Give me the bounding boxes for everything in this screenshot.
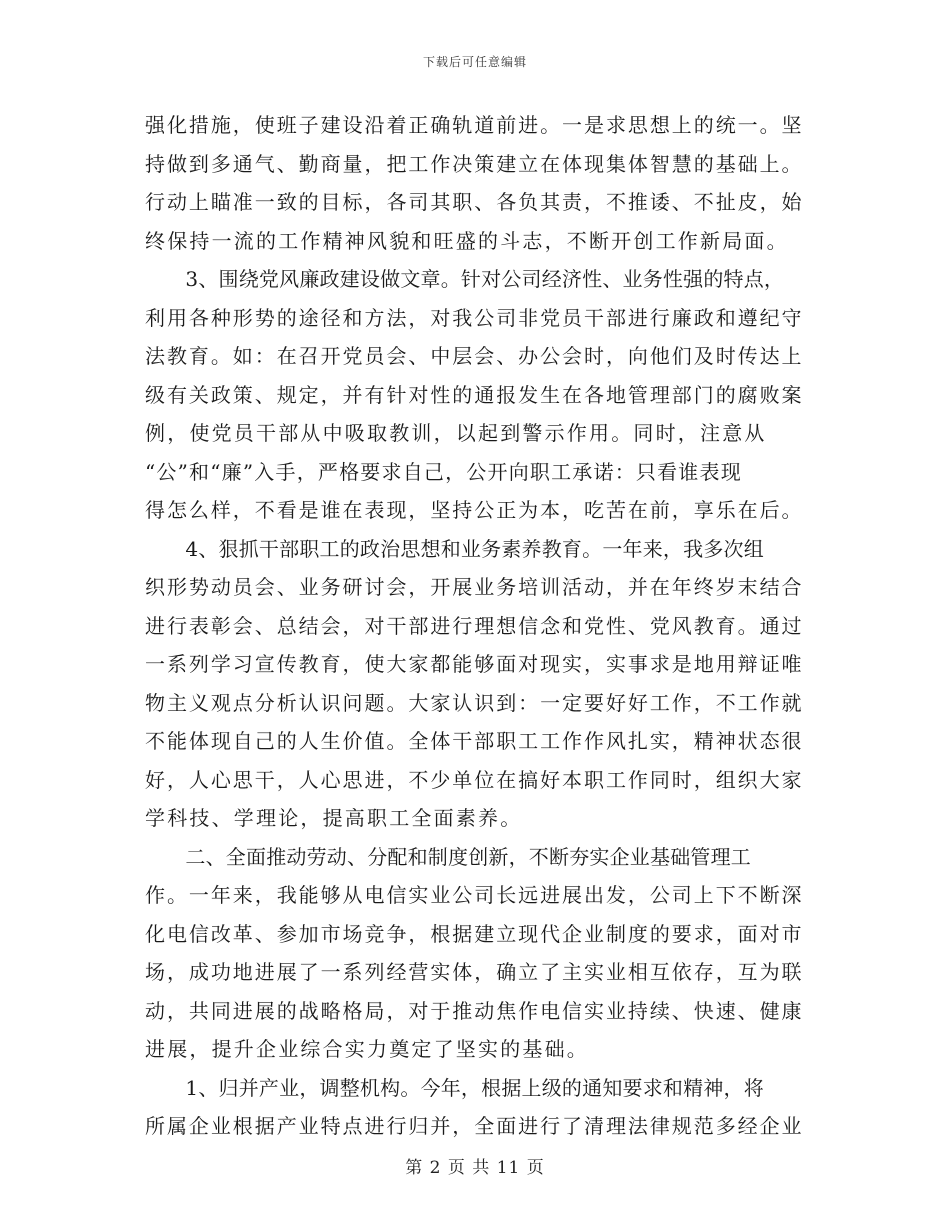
text-line: 3、围绕党风廉政建设做文章。针对公司经济性、业务性强的特点， <box>145 267 785 291</box>
text-line: 物主义观点分析认识问题。大家认识到：一定要好好工作，不工作就 <box>145 690 804 715</box>
text-line: 进展，提升企业综合实力奠定了坚实的基础。 <box>145 1037 589 1061</box>
text-line: 利用各种形势的途径和方法，对我公司非党员干部进行廉政和遵纪守 <box>145 305 804 330</box>
text-line: 不能体现自己的人生价值。全体干部职工工作作风扎实，精神状态很 <box>145 729 804 753</box>
text-line: 进行表彰会、总结会，对干部进行理想信念和党性、党风教育。通过 <box>145 613 804 638</box>
text-line: 例，使党员干部从中吸取教训，以起到警示作用。同时，注意从 <box>145 421 767 445</box>
text-line: 终保持一流的工作精神风貌和旺盛的斗志，不断开创工作新局面。 <box>145 228 789 253</box>
text-line: 行动上瞄准一致的目标，各司其职、各负其责，不推诿、不扯皮，始 <box>145 190 804 214</box>
text-line: 法教育。如：在召开党员会、中层会、办公会时，向他们及时传达上 <box>145 344 804 368</box>
text-line: 作。一年来，我能够从电信实业公司长远进展出发，公司上下不断深 <box>145 883 804 907</box>
text-line: 学科技、学理论，提高职工全面素养。 <box>145 806 523 830</box>
text-line: 得怎么样，不看是谁在表现，坚持公正为本，吃苦在前，享乐在后。 <box>145 498 804 522</box>
text-line: 4、狠抓干部职工的政治思想和业务素养教育。一年来，我多次组 <box>145 536 764 561</box>
text-line: 1、归并产业，调整机构。今年，根据上级的通知要求和精神，将 <box>145 1075 764 1100</box>
text-line: 好，人心思干，人心思进，不少单位在搞好本职工作同时，组织大家 <box>145 767 804 792</box>
text-line: 级有关政策、规定，并有针对性的通报发生在各地管理部门的腐败案 <box>145 382 804 407</box>
text-line: 一系列学习宣传教育，使大家都能够面对现实，实事求是地用辩证唯 <box>145 652 804 676</box>
document-body <box>145 106 810 1146</box>
page-number-footer: 第 2 页 共 11 页 <box>405 1158 545 1178</box>
text-line: 二、全面推动劳动、分配和制度创新，不断夯实企业基础管理工 <box>145 844 751 869</box>
text-line: 强化措施，使班子建设沿着正确轨道前进。一是求思想上的统一。坚 <box>145 113 804 137</box>
page-header-note: 下载后可任意编辑 <box>422 55 527 69</box>
text-line: 化电信改革、参加市场竞争，根据建立现代企业制度的要求，面对市 <box>145 921 804 946</box>
text-line: “公”和“廉”入手，严格要求自己，公开向职工承诺：只看谁表现 <box>145 459 742 484</box>
text-line: 场，成功地进展了一系列经营实体，确立了主实业相互依存，互为联 <box>145 960 804 984</box>
text-line: 持做到多通气、勤商量，把工作决策建立在体现集体智慧的基础上。 <box>145 151 804 176</box>
text-line: 所属企业根据产业特点进行归并，全面进行了清理法律规范多经企业 <box>145 1114 804 1138</box>
text-line: 动，共同进展的战略格局，对于推动焦作电信实业持续、快速、健康 <box>145 998 804 1023</box>
text-line: 织形势动员会、业务研讨会，开展业务培训活动，并在年终岁末结合 <box>145 575 804 599</box>
